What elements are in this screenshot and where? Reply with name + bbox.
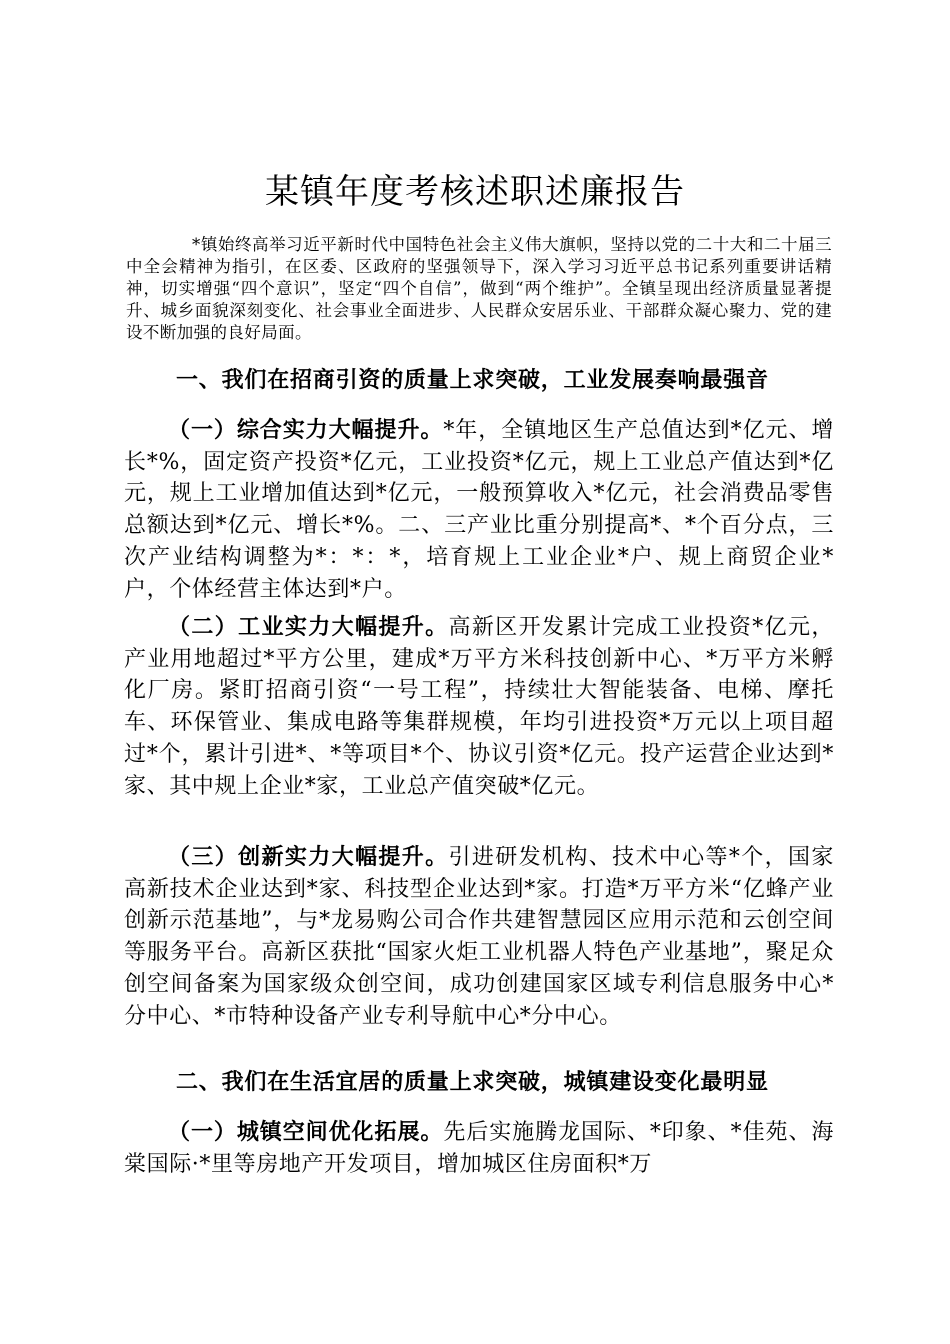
paragraph-lead: （三）创新实力大幅提升。 (168, 845, 449, 870)
section-1-heading: 一、我们在招商引资的质量上求突破，工业发展奏响最强音 (176, 368, 769, 393)
section-2-heading: 二、我们在生活宜居的质量上求突破，城镇建设变化最明显 (176, 1070, 769, 1095)
paragraph-body: 高新区开发累计完成工业投资*亿元，产业用地超过*平方公里，建成*万平方米科技创新中心、*万平方米孵化厂房。紧盯招商引资“一号工程”，持续壮大智能装备、电梯、摩托车、环保管业、集成电路等集群规模，年均引进投资*万元以上项目超过*个，累计引进*、*等项目*个、协议引资*亿元。投产运营企业达到*家、其中规上企业*家，工业总产值突破*亿元。 (124, 615, 835, 799)
paragraph-body: *年，全镇地区生产总值达到*亿元、增长*%，固定资产投资*亿元，工业投资*亿元，规上工业总产值达到*亿元，规上工业增加值达到*亿元，一般预算收入*亿元，社会消费品零售总额达到*亿元、增长*%。二、三产业比重分别提高*、*个百分点，三次产业结构调整为*：*：*，培育规上工业企业*户、规上商贸企业*户，个体经营主体达到*户。 (124, 418, 834, 602)
document-title: 某镇年度考核述职述廉报告 (265, 172, 685, 212)
paragraph-lead: （二）工业实力大幅提升。 (168, 615, 449, 640)
section-1-paragraph-2 (124, 612, 834, 802)
section-2-paragraph-1 (124, 1117, 834, 1180)
section-1-paragraph-1 (124, 415, 834, 605)
paragraph-lead: （一）综合实力大幅提升。 (168, 418, 444, 443)
section-1-paragraph-3 (124, 842, 834, 1032)
paragraph-body: 引进研发机构、技术中心等*个，国家高新技术企业达到*家、科技型企业达到*家。打造*万平方米“亿蜂产业创新示范基地”，与*龙易购公司合作共建智慧园区应用示范和云创空间等服务平台。高新区获批“国家火炬工业机器人特色产业基地”，聚足众创空间备案为国家级众创空间，成功创建国家区域专利信息服务中心*分中心、*市特种设备产业专利导航中心*分中心。 (124, 845, 835, 1029)
paragraph-body: 先后实施腾龙国际、*印象、*佳苑、海棠国际·*里等房地产开发项目，增加城区住房面积*万 (124, 1120, 834, 1177)
paragraph-lead: （一）城镇空间优化拓展。 (168, 1120, 444, 1145)
intro-paragraph: *镇始终高举习近平新时代中国特色社会主义伟大旗帜，坚持以党的二十大和二十届三中全会精神为指引，在区委、区政府的坚强领导下，深入学习习近平总书记系列重要讲话精神，切实增强“四个意识”，坚定“四个自信”，做到“两个维护”。全镇呈现出经济质量显著提升、城乡面貌深刻变化、社会事业全面进步、人民群众安居乐业、干部群众凝心聚力、党的建设不断加强的良好局面。 (126, 235, 832, 342)
